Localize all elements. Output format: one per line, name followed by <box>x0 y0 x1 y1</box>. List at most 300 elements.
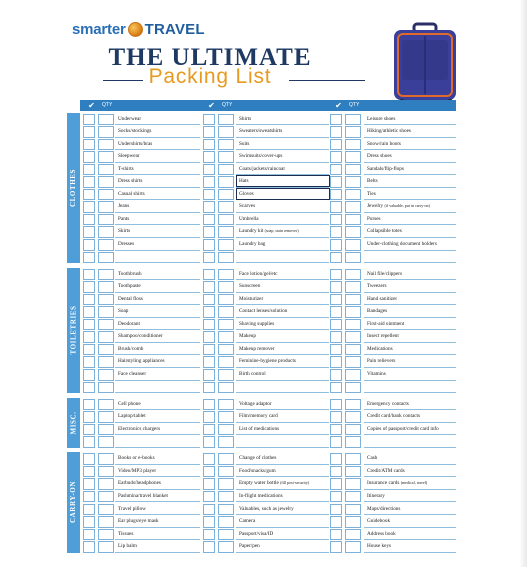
item-label: T-shirts <box>118 165 134 172</box>
item-row-line <box>236 435 329 448</box>
check-box[interactable] <box>83 411 95 423</box>
item-row-line <box>115 381 200 394</box>
qty-box[interactable] <box>218 399 234 411</box>
check-box[interactable] <box>330 294 342 306</box>
qty-box[interactable] <box>98 164 114 176</box>
qty-box[interactable] <box>218 344 234 356</box>
item-label: Books or e-books <box>118 455 155 462</box>
item-label: Scarves <box>239 203 256 210</box>
check-box[interactable] <box>83 281 95 293</box>
check-box[interactable] <box>330 478 342 490</box>
check-box[interactable] <box>330 189 342 201</box>
qty-box[interactable] <box>345 491 361 503</box>
table-header-bar <box>80 100 456 111</box>
item-label: Makeup remover <box>239 345 275 352</box>
check-box[interactable] <box>203 491 215 503</box>
section-label <box>67 398 80 448</box>
check-box[interactable] <box>203 436 215 448</box>
item-label: Address book <box>367 530 396 537</box>
check-box[interactable] <box>330 252 342 264</box>
check-column-icon: ✔ <box>208 101 215 110</box>
highlight-row-outline <box>236 188 330 200</box>
qty-box[interactable] <box>218 504 234 516</box>
check-box[interactable] <box>83 319 95 331</box>
qty-box[interactable] <box>218 151 234 163</box>
check-box[interactable] <box>330 516 342 528</box>
check-box[interactable] <box>203 214 215 226</box>
check-box[interactable] <box>83 226 95 238</box>
item-label: Shirts <box>239 115 252 122</box>
item-label: Gloves <box>239 190 254 197</box>
check-box[interactable] <box>203 306 215 318</box>
qty-box[interactable] <box>218 189 234 201</box>
qty-box[interactable] <box>98 478 114 490</box>
item-label: Maps/directions <box>367 505 401 512</box>
check-box[interactable] <box>330 541 342 553</box>
item-label: Toothpaste <box>118 283 141 290</box>
check-box[interactable] <box>330 382 342 394</box>
section-label-text: CLOTHES <box>69 168 78 207</box>
item-label: Brush/comb <box>118 345 144 352</box>
check-box[interactable] <box>203 424 215 436</box>
check-box[interactable] <box>203 453 215 465</box>
qty-box[interactable] <box>98 331 114 343</box>
item-label: Makeup <box>239 333 256 340</box>
qty-box[interactable] <box>345 424 361 436</box>
check-box[interactable] <box>330 399 342 411</box>
check-box[interactable] <box>203 139 215 151</box>
qty-box[interactable] <box>98 466 114 478</box>
item-label: Skirts <box>118 228 131 235</box>
check-box[interactable] <box>203 356 215 368</box>
item-label: Hand sanitizer <box>367 295 398 302</box>
check-box[interactable] <box>330 369 342 381</box>
qty-box[interactable] <box>98 281 114 293</box>
item-label: Bandages <box>367 308 388 315</box>
check-box[interactable] <box>330 466 342 478</box>
qty-box[interactable] <box>345 294 361 306</box>
check-box[interactable] <box>330 139 342 151</box>
check-box[interactable] <box>330 269 342 281</box>
item-row-line <box>364 452 456 465</box>
smartertravel-logo <box>72 18 205 40</box>
qty-box[interactable] <box>218 269 234 281</box>
check-box[interactable] <box>83 466 95 478</box>
check-box[interactable] <box>83 164 95 176</box>
check-box[interactable] <box>83 504 95 516</box>
check-box[interactable] <box>83 114 95 126</box>
qty-box[interactable] <box>218 411 234 423</box>
qty-box[interactable] <box>218 201 234 213</box>
check-box[interactable] <box>203 269 215 281</box>
qty-box[interactable] <box>98 399 114 411</box>
qty-box[interactable] <box>218 139 234 151</box>
check-box[interactable] <box>203 466 215 478</box>
item-label: Dental floss <box>118 295 143 302</box>
check-box[interactable] <box>83 306 95 318</box>
check-box[interactable] <box>83 491 95 503</box>
check-box[interactable] <box>83 176 95 188</box>
check-box[interactable] <box>203 189 215 201</box>
check-box[interactable] <box>83 369 95 381</box>
item-label: Underwear <box>118 115 142 122</box>
check-box[interactable] <box>330 226 342 238</box>
qty-box[interactable] <box>98 529 114 541</box>
item-label: Jeans <box>118 203 130 210</box>
section-label-text: TOILETRIES <box>69 305 78 355</box>
item-label: Passport/visa/ID <box>239 530 274 537</box>
item-label: Sleepwear <box>118 153 140 160</box>
item-label: Purses <box>367 215 381 222</box>
qty-box[interactable] <box>345 252 361 264</box>
qty-box[interactable] <box>98 269 114 281</box>
check-box[interactable] <box>330 529 342 541</box>
check-box[interactable] <box>83 516 95 528</box>
check-box[interactable] <box>203 529 215 541</box>
item-label: Soap <box>118 308 129 315</box>
item-label: Emergency contacts <box>367 400 409 407</box>
check-box[interactable] <box>83 478 95 490</box>
check-box[interactable] <box>83 453 95 465</box>
qty-box[interactable] <box>98 491 114 503</box>
qty-box[interactable] <box>218 453 234 465</box>
qty-box[interactable] <box>98 411 114 423</box>
check-box[interactable] <box>330 424 342 436</box>
qty-box[interactable] <box>98 176 114 188</box>
qty-box[interactable] <box>218 382 234 394</box>
qty-box[interactable] <box>345 399 361 411</box>
qty-box[interactable] <box>218 491 234 503</box>
qty-box[interactable] <box>345 164 361 176</box>
item-label: Voltage adaptor <box>239 400 272 407</box>
check-box[interactable] <box>203 331 215 343</box>
item-label: Snow/rain boots <box>367 140 401 147</box>
check-box[interactable] <box>83 382 95 394</box>
qty-box[interactable] <box>98 436 114 448</box>
qty-box[interactable] <box>218 226 234 238</box>
check-box[interactable] <box>203 319 215 331</box>
item-label: Belts <box>367 178 378 185</box>
qty-box[interactable] <box>345 201 361 213</box>
qty-box[interactable] <box>98 139 114 151</box>
check-box[interactable] <box>330 214 342 226</box>
qty-box[interactable] <box>218 239 234 251</box>
item-label: Change of clothes <box>239 455 277 462</box>
check-box[interactable] <box>83 239 95 251</box>
check-box[interactable] <box>330 356 342 368</box>
check-box[interactable] <box>330 164 342 176</box>
item-label: Guidebook <box>367 518 391 525</box>
qty-box[interactable] <box>345 189 361 201</box>
check-box[interactable] <box>330 453 342 465</box>
check-box[interactable] <box>83 151 95 163</box>
logo-travel-text: TRAVEL <box>144 20 205 38</box>
item-label: Swimsuits/cover-ups <box>239 153 283 160</box>
qty-box[interactable] <box>345 541 361 553</box>
item-label: Earbuds/headphones <box>118 480 161 487</box>
qty-box[interactable] <box>345 356 361 368</box>
check-box[interactable] <box>330 504 342 516</box>
qty-column-header: QTY <box>349 102 360 108</box>
check-box[interactable] <box>203 294 215 306</box>
qty-box[interactable] <box>218 294 234 306</box>
item-row-line <box>236 138 329 151</box>
item-row-line <box>364 381 456 394</box>
check-box[interactable] <box>83 294 95 306</box>
check-box[interactable] <box>203 411 215 423</box>
item-row-line <box>364 175 456 188</box>
check-box[interactable] <box>203 281 215 293</box>
check-box[interactable] <box>330 281 342 293</box>
item-label: Jewelry (if valuable, put in carry-on) <box>367 203 430 210</box>
check-box[interactable] <box>203 369 215 381</box>
qty-box[interactable] <box>218 529 234 541</box>
qty-box[interactable] <box>98 453 114 465</box>
item-label: Travel pillow <box>118 505 146 512</box>
check-box[interactable] <box>203 541 215 553</box>
check-box[interactable] <box>83 356 95 368</box>
item-label: Film/memory card <box>239 413 278 420</box>
check-box[interactable] <box>203 252 215 264</box>
globe-icon <box>128 22 143 37</box>
qty-box[interactable] <box>345 344 361 356</box>
qty-box[interactable] <box>98 294 114 306</box>
qty-box[interactable] <box>98 189 114 201</box>
item-label: Dress shirts <box>118 178 143 185</box>
qty-box[interactable] <box>345 214 361 226</box>
qty-box[interactable] <box>218 114 234 126</box>
qty-box[interactable] <box>98 252 114 264</box>
qty-box[interactable] <box>345 269 361 281</box>
item-row-line <box>115 251 200 264</box>
item-label: Food/snacks/gum <box>239 467 276 474</box>
qty-box[interactable] <box>98 306 114 318</box>
qty-box[interactable] <box>345 411 361 423</box>
item-label: Suits <box>239 140 250 147</box>
qty-box[interactable] <box>345 369 361 381</box>
qty-box[interactable] <box>345 226 361 238</box>
qty-box[interactable] <box>98 356 114 368</box>
qty-box[interactable] <box>98 504 114 516</box>
item-label: Insect repellent <box>367 333 399 340</box>
item-row-line <box>364 188 456 201</box>
check-box[interactable] <box>83 252 95 264</box>
check-box[interactable] <box>330 331 342 343</box>
item-label: Nail file/clippers <box>367 270 403 277</box>
check-box[interactable] <box>83 529 95 541</box>
qty-box[interactable] <box>218 214 234 226</box>
qty-box[interactable] <box>345 516 361 528</box>
check-box[interactable] <box>83 436 95 448</box>
item-label: Toothbrush <box>118 270 142 277</box>
qty-box[interactable] <box>345 139 361 151</box>
check-box[interactable] <box>203 126 215 138</box>
section-label-text: MISC. <box>69 411 78 435</box>
qty-box[interactable] <box>345 436 361 448</box>
item-label: Ties <box>367 190 376 197</box>
check-box[interactable] <box>203 164 215 176</box>
check-box[interactable] <box>203 114 215 126</box>
page-title: THE ULTIMATE <box>108 44 312 71</box>
item-label: List of medications <box>239 425 280 432</box>
check-box[interactable] <box>330 319 342 331</box>
check-box[interactable] <box>203 382 215 394</box>
section-label <box>67 452 80 552</box>
qty-box[interactable] <box>345 466 361 478</box>
item-label: Cash <box>367 455 378 462</box>
item-label: Dresses <box>118 241 135 247</box>
check-box[interactable] <box>83 399 95 411</box>
logo-smarter-text: smarter <box>72 20 126 38</box>
check-box[interactable] <box>83 201 95 213</box>
check-box[interactable] <box>83 189 95 201</box>
check-box[interactable] <box>330 126 342 138</box>
check-box[interactable] <box>330 436 342 448</box>
qty-box[interactable] <box>345 504 361 516</box>
item-label: Insurance cards (medical, travel) <box>367 480 428 487</box>
item-label: In-flight medications <box>239 492 283 499</box>
check-column-icon: ✔ <box>335 101 342 110</box>
qty-box[interactable] <box>98 201 114 213</box>
check-box[interactable] <box>330 114 342 126</box>
item-row-line <box>115 435 200 448</box>
item-label: Valuables, such as jewelry <box>239 505 294 512</box>
item-row-line <box>236 251 329 264</box>
qty-box[interactable] <box>345 319 361 331</box>
qty-box[interactable] <box>345 126 361 138</box>
section-label-text: CARRY-ON <box>69 481 78 524</box>
item-label: Under-clothing document holders <box>367 241 437 247</box>
qty-box[interactable] <box>98 382 114 394</box>
item-label: Face cleanser <box>118 371 147 377</box>
qty-box[interactable] <box>345 151 361 163</box>
check-box[interactable] <box>203 504 215 516</box>
qty-box[interactable] <box>218 252 234 264</box>
qty-box[interactable] <box>345 331 361 343</box>
item-label: Shampoo/conditioner <box>118 333 163 340</box>
qty-box[interactable] <box>218 466 234 478</box>
check-box[interactable] <box>203 399 215 411</box>
item-label: Empty water bottle (fill post-security) <box>239 480 310 487</box>
item-label: Pants <box>118 215 130 222</box>
qty-box[interactable] <box>98 151 114 163</box>
qty-box[interactable] <box>218 424 234 436</box>
item-label: Sunscreen <box>239 283 261 290</box>
qty-box[interactable] <box>218 478 234 490</box>
qty-box[interactable] <box>345 529 361 541</box>
check-box[interactable] <box>330 239 342 251</box>
item-label: First-aid ointment <box>367 320 405 327</box>
item-label: Hiking/athletic shoes <box>367 128 411 135</box>
qty-box[interactable] <box>345 478 361 490</box>
qty-box[interactable] <box>218 331 234 343</box>
qty-box[interactable] <box>218 281 234 293</box>
qty-box[interactable] <box>218 436 234 448</box>
qty-box[interactable] <box>218 541 234 553</box>
check-box[interactable] <box>203 516 215 528</box>
check-box[interactable] <box>330 344 342 356</box>
qty-box[interactable] <box>345 382 361 394</box>
qty-box[interactable] <box>98 541 114 553</box>
qty-box[interactable] <box>218 126 234 138</box>
check-box[interactable] <box>203 151 215 163</box>
suitcase-icon <box>388 22 464 106</box>
item-label: Electronics chargers <box>118 425 161 432</box>
item-label: Hats <box>239 178 249 185</box>
qty-column-header: QTY <box>102 102 113 108</box>
qty-box[interactable] <box>98 114 114 126</box>
qty-box[interactable] <box>345 306 361 318</box>
check-box[interactable] <box>330 201 342 213</box>
section-label <box>67 113 80 264</box>
qty-box[interactable] <box>98 344 114 356</box>
check-box[interactable] <box>203 478 215 490</box>
check-box[interactable] <box>83 424 95 436</box>
check-box[interactable] <box>330 176 342 188</box>
qty-box[interactable] <box>218 319 234 331</box>
qty-box[interactable] <box>345 239 361 251</box>
check-box[interactable] <box>83 269 95 281</box>
qty-box[interactable] <box>218 164 234 176</box>
check-box[interactable] <box>203 226 215 238</box>
qty-box[interactable] <box>98 239 114 251</box>
qty-box[interactable] <box>345 114 361 126</box>
check-box[interactable] <box>203 176 215 188</box>
check-box[interactable] <box>83 126 95 138</box>
qty-box[interactable] <box>345 176 361 188</box>
qty-box[interactable] <box>218 176 234 188</box>
item-label: Sweaters/sweatshirts <box>239 128 283 135</box>
item-label: Feminine-hygiene products <box>239 358 296 365</box>
qty-box[interactable] <box>218 369 234 381</box>
section-label <box>67 268 80 394</box>
qty-box[interactable] <box>98 214 114 226</box>
check-box[interactable] <box>83 331 95 343</box>
qty-box[interactable] <box>345 281 361 293</box>
check-box[interactable] <box>83 344 95 356</box>
check-box[interactable] <box>330 491 342 503</box>
item-label: Laundry bag <box>239 241 266 247</box>
qty-box[interactable] <box>218 306 234 318</box>
check-box[interactable] <box>83 541 95 553</box>
check-box[interactable] <box>330 306 342 318</box>
qty-box[interactable] <box>98 369 114 381</box>
qty-box[interactable] <box>345 453 361 465</box>
qty-box[interactable] <box>98 226 114 238</box>
check-box[interactable] <box>330 151 342 163</box>
check-box[interactable] <box>83 214 95 226</box>
check-box[interactable] <box>203 344 215 356</box>
check-box[interactable] <box>330 411 342 423</box>
item-label: Collapsible totes <box>367 228 402 235</box>
item-label: Coats/jackets/raincoat <box>239 165 285 172</box>
item-label: Pain relievers <box>367 358 396 365</box>
item-label: Tissues <box>118 530 134 537</box>
qty-box[interactable] <box>98 126 114 138</box>
check-box[interactable] <box>83 139 95 151</box>
qty-box[interactable] <box>218 516 234 528</box>
qty-box[interactable] <box>98 424 114 436</box>
check-box[interactable] <box>203 201 215 213</box>
item-label: Hairstyling appliances <box>118 358 165 365</box>
item-label: Deodorant <box>118 320 140 327</box>
check-box[interactable] <box>203 239 215 251</box>
qty-box[interactable] <box>98 516 114 528</box>
qty-box[interactable] <box>218 356 234 368</box>
item-label: Credit card/bank contacts <box>367 413 421 420</box>
qty-box[interactable] <box>98 319 114 331</box>
item-label: Casual shirts <box>118 190 145 197</box>
